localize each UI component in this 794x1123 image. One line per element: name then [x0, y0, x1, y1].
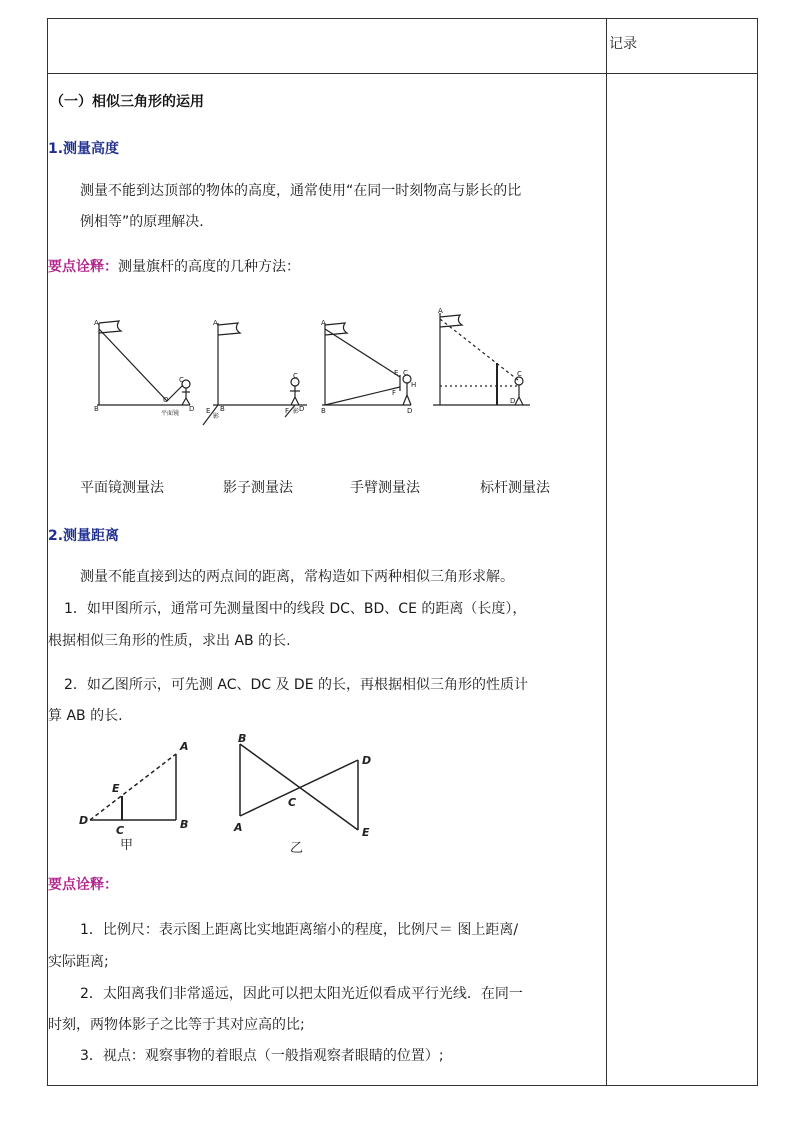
distance-item2-line2: 算 AB 的长.: [48, 708, 123, 724]
notes-label: 要点诠释：: [48, 877, 118, 893]
mirror-label-plane-mirror: 平面镜: [161, 410, 180, 417]
arm-label-b: B: [321, 407, 326, 415]
jia-label-a: A: [180, 740, 189, 753]
note1-line1: 1．比例尺：表示图上距离比实地距离缩小的程度，比例尺＝ 图上距离/: [80, 922, 519, 938]
note-text: 测量旗杆的高度的几种方法：: [118, 259, 300, 275]
distance-item1-line2: 根据相似三角形的性质，求出 AB 的长.: [48, 633, 291, 649]
yi-label-e: E: [362, 826, 370, 839]
method-caption-arm: 手臂测量法: [350, 480, 420, 496]
distance-item2-line1: 2．如乙图所示，可先测 AC、DC 及 DE 的长，再根据相似三角形的性质计: [64, 677, 528, 693]
jia-label-c: C: [116, 824, 125, 837]
note1-line2: 实际距离;: [48, 954, 109, 970]
pole-method-diagram: [433, 313, 530, 405]
shadow-method-diagram: [203, 323, 307, 425]
shadow-label-d: D: [299, 405, 305, 413]
flagpole-methods-figure: [85, 305, 545, 430]
height-intro-line2: 例相等”的原理解决.: [80, 214, 204, 230]
height-note: [48, 260, 300, 274]
distance-intro: 测量不能直接到达的两点间的距离，常构造如下两种相似三角形求解。: [80, 569, 514, 585]
arm-label-e: E: [394, 369, 399, 377]
shadow-label-shadow-1: 影: [213, 413, 220, 420]
arm-label-d: D: [407, 407, 413, 415]
jia-label-e: E: [112, 782, 120, 795]
mirror-method-diagram: [97, 321, 190, 405]
pole-label-a: A: [438, 307, 443, 315]
yi-caption: 乙: [290, 841, 304, 856]
method-caption-shadow: 影子测量法: [223, 480, 293, 496]
heading-measure-height: 1.测量高度: [48, 141, 120, 157]
jia-label-b: B: [180, 818, 189, 831]
shadow-label-b: B: [220, 405, 225, 413]
arm-label-h: H: [411, 381, 417, 389]
shadow-label-e: E: [206, 407, 211, 415]
yi-label-a: A: [234, 821, 243, 834]
arm-label-c: C: [403, 369, 408, 377]
mirror-label-o: O: [163, 396, 169, 404]
shadow-label-f: F: [285, 407, 290, 415]
yi-label-d: D: [362, 754, 372, 767]
column-divider: [606, 18, 607, 1086]
method-caption-mirror: 平面镜测量法: [80, 480, 164, 496]
record-column-header: 记录: [609, 36, 637, 52]
arm-label-a: A: [321, 319, 326, 327]
heading-measure-distance: 2.测量距离: [48, 528, 120, 544]
mirror-label-d: D: [189, 405, 195, 413]
mirror-label-c: C: [179, 376, 184, 384]
note3-line1: 3．视点：观察事物的着眼点（一般指观察者眼睛的位置）;: [80, 1048, 444, 1064]
note2-line2: 时刻，两物体影子之比等于其对应高的比;: [48, 1017, 305, 1033]
shadow-label-shadow-2: 影: [293, 408, 300, 415]
note-label: 要点诠释：: [48, 259, 118, 275]
shadow-label-a: A: [213, 319, 218, 327]
height-intro-line1: 测量不能到达顶部的物体的高度，通常使用“在同一时刻物高与影长的比: [80, 183, 522, 199]
arm-method-diagram: [322, 323, 411, 405]
jia-caption: 甲: [120, 838, 134, 853]
jia-label-d: D: [79, 814, 89, 827]
yi-label-b: B: [238, 732, 247, 745]
note2-line1: 2．太阳离我们非常遥远，因此可以把太阳光近似看成平行光线．在同一: [80, 986, 523, 1002]
arm-label-f: F: [392, 389, 397, 397]
mirror-label-b: B: [94, 405, 99, 413]
section-title: （一）相似三角形的运用: [50, 94, 204, 110]
pole-label-d: D: [510, 397, 516, 405]
yi-label-c: C: [288, 796, 297, 809]
distance-item1-line1: 1．如甲图所示，通常可先测量图中的线段 DC、BD、CE 的距离（长度），: [64, 601, 527, 617]
figure-jia: [76, 736, 196, 856]
mirror-label-a: A: [94, 319, 99, 327]
header-row-divider: [47, 73, 758, 74]
method-caption-pole: 标杆测量法: [480, 480, 550, 496]
pole-label-c: C: [517, 370, 522, 378]
shadow-label-c: C: [293, 372, 298, 380]
figure-yi: [226, 730, 386, 858]
